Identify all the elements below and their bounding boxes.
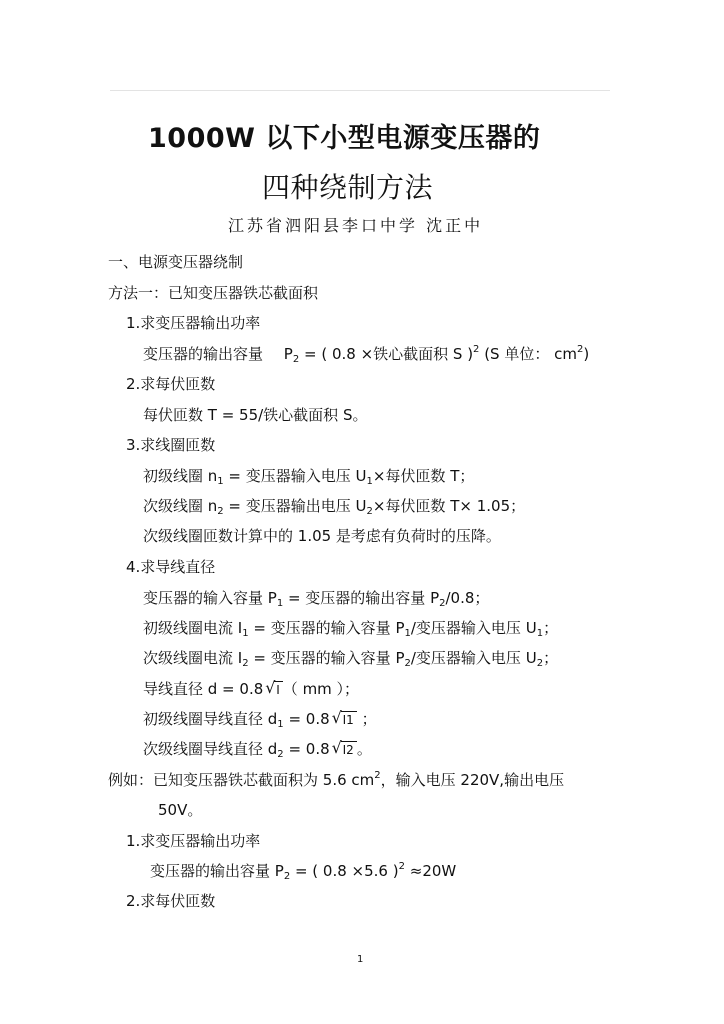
formula-text: ； [543,649,559,667]
formula-text: （ mm ）； [282,680,360,698]
subscript: 1 [217,476,224,487]
subscript: 2 [292,354,300,365]
formula-text: 次级线圈电流 I [143,649,243,667]
title-line-1: 1000W 以下小型电源变压器的 [148,123,541,154]
formula-text: ≈20W [404,862,457,880]
formula-text: ) [583,345,590,363]
author-line: 江苏省泗阳县李口中学 沈正中 [228,216,484,235]
formula-line [143,588,489,608]
title-line-2: 四种绕制方法 [262,171,434,204]
formula-text: = 变压器输入电压 U [223,467,367,485]
formula-text: /0.8； [445,589,490,607]
formula-text: = 变压器的输出容量 P [283,589,440,607]
formula-line [143,466,474,486]
section-heading: 一、电源变压器绕制 [108,253,244,271]
formula-text: = 0.8 [283,710,330,728]
radicand: I1 [341,711,357,728]
formula-text: 导线直径 d = 0.8 [143,680,264,698]
formula-text: /变压器输入电压 U [410,649,537,667]
formula-line [143,618,558,638]
formula-text: 变压器的输出容量 [143,345,264,363]
formula-text: ×每伏匝数 T× 1.05； [372,497,526,515]
subscript: 2 [366,506,373,517]
subscript: 2 [283,871,291,882]
square-root [265,679,283,699]
formula-text: 。 [356,740,372,758]
subscript: 2 [536,658,544,669]
step-heading: 4.求导线直径 [126,558,216,576]
formula-text: /变压器输入电压 U [410,619,537,637]
step-heading: 1.求变压器输出功率 [126,832,261,850]
formula-line [143,679,359,699]
example-line [108,770,564,790]
formula-text: (S 单位： cm [479,345,577,363]
formula-text: ； [356,710,377,728]
page-top-rule [110,90,610,91]
superscript: 2 [398,861,405,872]
formula-line [143,344,589,364]
subscript: 2 [404,658,411,669]
formula-text: 次级线圈导线直径 d [143,740,278,758]
formula-line: 每伏匝数 T = 55/铁心截面积 S。 [143,406,368,424]
radical-sign-icon: √ [331,738,342,757]
step-heading: 3.求线圈匝数 [126,436,216,454]
note-line: 次级线圈匝数计算中的 1.05 是考虑有负荷时的压降。 [143,527,501,545]
formula-text: 变压器的输出容量 P [150,862,284,880]
radicand: I2 [341,741,357,758]
subscript: 1 [276,598,284,609]
formula-text: 变压器的输入容量 P [143,589,277,607]
formula-text: = 0.8 [283,740,330,758]
subscript: 1 [277,719,284,730]
subscript: 1 [536,628,544,639]
formula-text: 初级线圈电流 I [143,619,243,637]
formula-line [143,648,558,668]
subscript: 2 [242,658,249,669]
formula-text: = 变压器的输入容量 P [248,649,405,667]
example-continuation: 50V。 [158,801,203,819]
superscript: 2 [576,344,584,355]
formula-text: ，输入电压 220V,输出电压 [380,771,565,789]
formula-text: 次级线圈 n [143,497,218,515]
radical-sign-icon: √ [331,708,342,727]
formula-line [143,739,372,759]
step-heading: 2.求每伏匝数 [126,892,216,910]
method-heading: 方法一：已知变压器铁芯截面积 [108,284,319,302]
formula-line [143,496,525,516]
step-heading: 2.求每伏匝数 [126,375,216,393]
step-heading: 1.求变压器输出功率 [126,314,261,332]
square-root [332,739,357,759]
superscript: 2 [374,770,381,781]
subscript: 2 [439,598,446,609]
superscript: 2 [473,344,480,355]
formula-text: = 变压器的输入容量 P [248,619,405,637]
formula-text: ×每伏匝数 T； [372,467,475,485]
formula-text: 初级线圈 n [143,467,218,485]
formula-line [150,861,456,881]
radicand: I [274,681,283,698]
page-number: 1 [357,954,364,965]
formula-text: = ( 0.8 ×铁心截面积 S ) [299,345,474,363]
formula-text: 初级线圈导线直径 d [143,710,278,728]
subscript: 1 [242,628,249,639]
subscript: 2 [217,506,224,517]
formula-text: 例如：已知变压器铁芯截面积为 5.6 cm [108,771,375,789]
subscript: 2 [277,749,284,760]
formula-text: P [283,345,293,363]
subscript: 1 [404,628,411,639]
formula-text: = ( 0.8 ×5.6 ) [290,862,399,880]
subscript: 1 [366,476,373,487]
formula-text: ； [543,619,559,637]
square-root [332,709,357,729]
formula-line [143,709,377,729]
formula-text: = 变压器输出电压 U [223,497,367,515]
radical-sign-icon: √ [265,678,276,697]
